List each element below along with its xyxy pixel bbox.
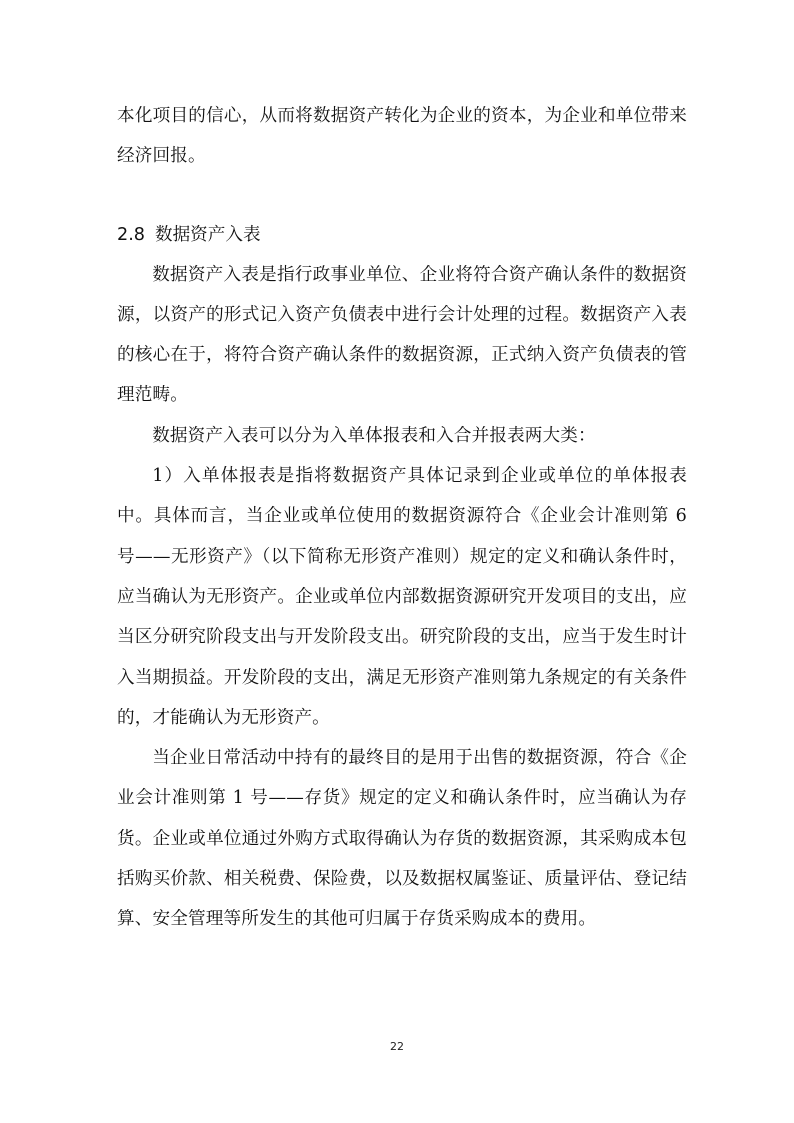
continued-paragraph: 本化项目的信心，从而将数据资产转化为企业的资本，为企业和单位带来经济回报。 <box>117 106 687 167</box>
section-heading <box>117 215 687 255</box>
body-paragraph-1: 数据资产入表是指行政事业单位、企业将符合资产确认条件的数据资源，以资产的形式记入资产负债表中进行会计处理的过程。数据资产入表的核心在于，将符合资产确认条件的数据资源，正式纳入资产负债表的管理范畴。 <box>117 264 687 406</box>
page-content <box>117 96 687 940</box>
body-paragraph-3: 1）入单体报表是指将数据资产具体记录到企业或单位的单体报表中。具体而言，当企业或单位使用的数据资源符合《企业会计准则第 6 号——无形资产》（以下简称无形资产准则）规定的定义和确认条件时，应当确认为无形资产。企业或单位内部数据资源研究开发项目的支出，应当区分研究阶段支出与开发阶段支出。研究阶段的支出，应当于发生时计入当期损益。开发阶段的支出，满足无形资产准则第九条规定的有关条件的，才能确认为无形资产。 <box>117 466 687 728</box>
body-paragraph-2: 数据资产入表可以分为入单体报表和入合并报表两大类： <box>152 425 596 446</box>
section-number: 2.8 <box>117 224 145 245</box>
section-title: 数据资产入表 <box>154 224 261 245</box>
body-paragraph-4: 当企业日常活动中持有的最终目的是用于出售的数据资源，符合《企业会计准则第 1 号——存货》规定的定义和确认条件时，应当确认为存货。企业或单位通过外购方式取得确认为存货的数据资源，其采购成本包括购买价款、相关税费、保险费，以及数据权属鉴证、质量评估、登记结算、安全管理等所发生的其他可归属于存货采购成本的费用。 <box>117 748 687 930</box>
page-number: 22 <box>390 1040 404 1053</box>
